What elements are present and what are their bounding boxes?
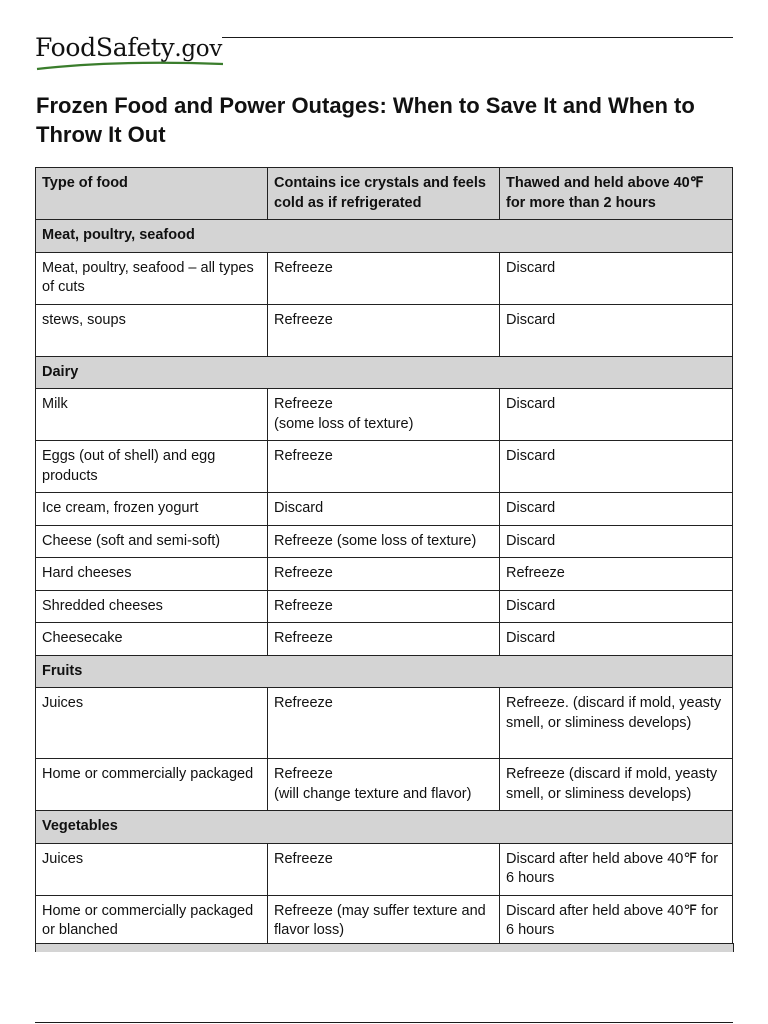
logo-swoosh-icon (35, 58, 225, 72)
ice-crystals-cell: Refreeze (268, 623, 500, 656)
food-type-cell: Juices (36, 688, 268, 759)
table-row (36, 759, 733, 811)
thawed-cell: Discard (500, 389, 733, 441)
logo-suffix: .gov (174, 36, 223, 62)
ice-crystals-cell: Refreeze (some loss of texture) (268, 525, 500, 558)
food-type-cell: Meat, poultry, seafood – all types of cuts (36, 252, 268, 304)
table-row (36, 304, 733, 356)
section-row-vegetables (36, 811, 733, 844)
frozen-food-table (35, 167, 733, 948)
table-row (36, 525, 733, 558)
table-row (36, 688, 733, 759)
ice-crystals-cell: Refreeze (268, 558, 500, 591)
column-header-thawed: Thawed and held above 40℉ for more than 2 hours (500, 168, 733, 220)
ice-crystals-cell: Refreeze (may suffer texture and flavor loss) (268, 895, 500, 947)
section-row-fruits (36, 655, 733, 688)
food-type-cell: Home or commercially packaged or blanched (36, 895, 268, 947)
thawed-cell: Discard (500, 590, 733, 623)
header-rule (222, 37, 733, 38)
thawed-cell: Discard (500, 252, 733, 304)
thawed-cell: Discard (500, 623, 733, 656)
food-type-cell: Home or commercially packaged (36, 759, 268, 811)
ice-crystals-cell: Discard (268, 493, 500, 526)
thawed-cell: Discard (500, 304, 733, 356)
table-row (36, 493, 733, 526)
food-type-cell: Shredded cheeses (36, 590, 268, 623)
food-type-cell: Ice cream, frozen yogurt (36, 493, 268, 526)
page-title: Frozen Food and Power Outages: When to Save It and When to Throw It Out (36, 93, 695, 147)
thawed-cell: Discard (500, 441, 733, 493)
food-type-cell: stews, soups (36, 304, 268, 356)
table-continuation-strip (35, 943, 734, 952)
table-row (36, 558, 733, 591)
table-row (36, 441, 733, 493)
section-row-dairy (36, 356, 733, 389)
thawed-cell: Discard after held above 40℉ for 6 hours (500, 843, 733, 895)
section-heading: Fruits (36, 655, 733, 688)
food-type-cell: Hard cheeses (36, 558, 268, 591)
logo-name: FoodSafety (35, 33, 175, 62)
ice-crystals-cell: Refreeze (268, 688, 500, 759)
column-header-ice-crystals: Contains ice crystals and feels cold as if refrigerated (268, 168, 500, 220)
table-row (36, 389, 733, 441)
food-type-cell: Juices (36, 843, 268, 895)
thawed-cell: Refreeze (500, 558, 733, 591)
table-row (36, 252, 733, 304)
ice-crystals-cell: Refreeze (268, 590, 500, 623)
table-header-row (36, 168, 733, 220)
table-row (36, 843, 733, 895)
ice-crystals-cell: Refreeze (will change texture and flavor) (268, 759, 500, 811)
thawed-cell: Refreeze. (discard if mold, yeasty smell, or sliminess develops) (500, 688, 733, 759)
ice-crystals-cell: Refreeze (some loss of texture) (268, 389, 500, 441)
table-row (36, 623, 733, 656)
footer-rule (35, 1022, 733, 1023)
section-heading: Vegetables (36, 811, 733, 844)
section-row-meat (36, 220, 733, 253)
ice-crystals-cell: Refreeze (268, 252, 500, 304)
table-row (36, 590, 733, 623)
table-row (36, 895, 733, 947)
food-type-cell: Milk (36, 389, 268, 441)
thawed-cell: Discard (500, 525, 733, 558)
thawed-cell: Discard (500, 493, 733, 526)
thawed-cell: Refreeze (discard if mold, yeasty smell, or sliminess develops) (500, 759, 733, 811)
section-heading: Dairy (36, 356, 733, 389)
food-type-cell: Eggs (out of shell) and egg products (36, 441, 268, 493)
column-header-type: Type of food (36, 168, 268, 220)
ice-crystals-cell: Refreeze (268, 304, 500, 356)
thawed-cell: Discard after held above 40℉ for 6 hours (500, 895, 733, 947)
ice-crystals-cell: Refreeze (268, 441, 500, 493)
food-type-cell: Cheese (soft and semi-soft) (36, 525, 268, 558)
ice-crystals-cell: Refreeze (268, 843, 500, 895)
food-type-cell: Cheesecake (36, 623, 268, 656)
section-heading: Meat, poultry, seafood (36, 220, 733, 253)
